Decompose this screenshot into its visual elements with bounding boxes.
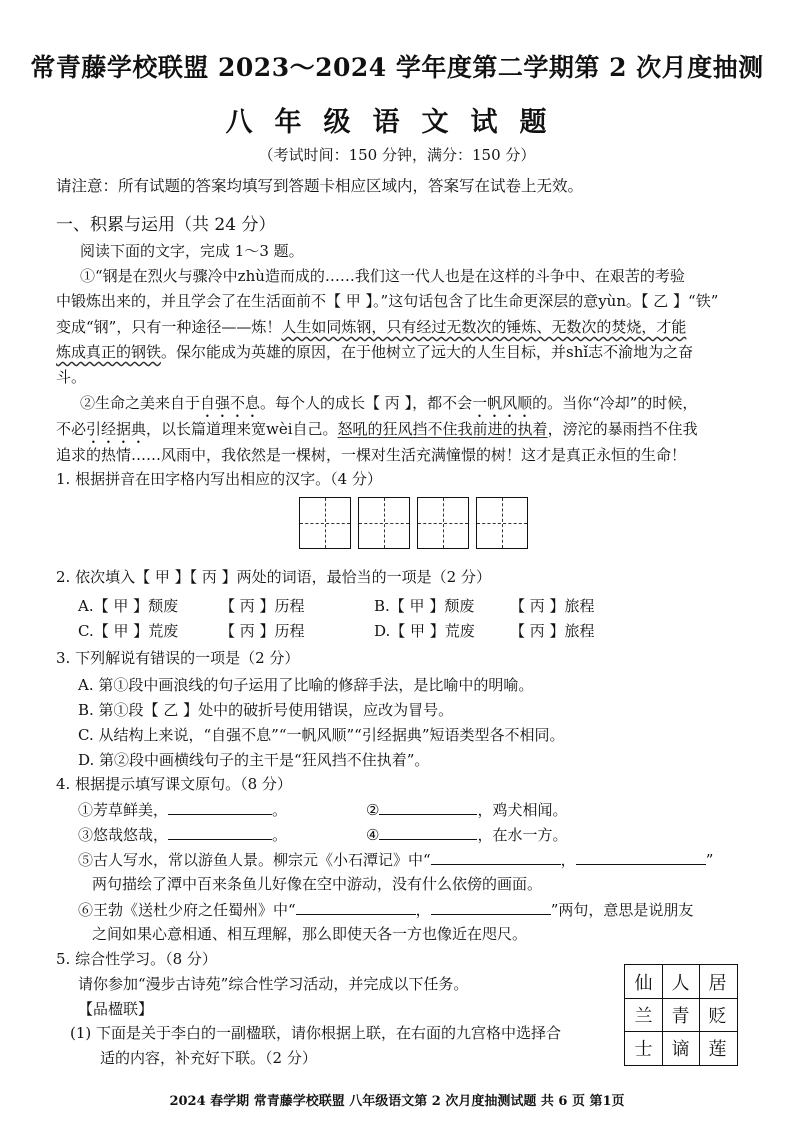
q3-option-b: B. 第①段【 乙 】处中的破折号使用错误，应改为冒号。 (78, 701, 454, 719)
dotted-phrase-3: 引经据典 (86, 420, 147, 438)
para2-text: 不必 (56, 420, 87, 438)
notice: 请注意：所有试题的答案均填写到答题卡相应区域内，答案写在试卷上无效。 (56, 177, 584, 195)
q3-option-c: C. 从结构上来说，“自强不息”“一帆风顺”“引经据典”短语类型各不相同。 (78, 726, 565, 744)
q4-item-2-end: ，鸡犬相闻。 (477, 801, 568, 819)
q3-option-d: D. 第②段中画横线句子的主干是“狂风挡不住执着”。 (78, 751, 430, 769)
para2-text: 的。当你“冷却”的时候， (532, 394, 698, 412)
para2-line3: 追求的热情……风雨中，我依然是一棵树，一棵对生活充满憧憬的树！这才是真正永恒的生命！ (56, 446, 687, 464)
grid-cell[interactable]: 仙 (634, 972, 653, 994)
q2-option-b: B.【 甲 】颓废 (374, 597, 475, 615)
question-2: 2. 依次填入【 甲 】【 丙 】两处的词语，最恰当的一项是（2 分） (56, 568, 491, 586)
q4-item-3-end: 。 (272, 826, 288, 844)
para2-text: 。每个人的成长【 丙 】，都不会 (260, 394, 473, 412)
tianzige-box-2[interactable] (358, 497, 410, 549)
exam-title: 常青藤学校联盟 2023～2024 学年度第二学期第 2 次月度抽测 (30, 53, 764, 82)
q4-item-6 (78, 898, 693, 920)
wavy-underlined-sentence: 人生如同炼钢，只有经过无数次的锤炼、无数次的焚烧，才能 (281, 318, 687, 336)
q4-item-1 (78, 798, 287, 820)
q2-option-a: A.【 甲 】颓废 (78, 597, 179, 615)
q4-item-4-end: ，在水一方。 (477, 826, 568, 844)
para1-line1: ①“钢是在烈火与骤冷中zhù造而成的……我们这一代人也是在这样的斗争中、在艰苦的考验 (80, 267, 685, 285)
q2-option-b-2: 【 丙 】旅程 (510, 597, 595, 615)
q4-item-5-text: ⑤古人写水，常以游鱼人景。柳宗元《小石潭记》中“ (78, 851, 431, 869)
grid-cell[interactable]: 谪 (671, 1038, 690, 1060)
para1-line2: 中锻炼出来的，并且学会了在生活面前不【 甲 】。”这句话包含了比生命更深层的意yùn。【 乙 】“铁” (56, 292, 719, 310)
answer-blank[interactable] (379, 798, 477, 815)
wavy-underlined-sentence-end: 炼成真正的钢铁 (56, 343, 162, 361)
question-3: 3. 下列解说有错误的一项是（2 分） (56, 649, 300, 667)
q4-item-6-text: ⑥王勃《送杜少府之任蜀州》中“ (78, 901, 296, 919)
tianzige-box-1[interactable] (299, 497, 351, 549)
tianzige-box-4[interactable] (476, 497, 528, 549)
q2-option-a-2: 【 丙 】历程 (220, 597, 305, 615)
q4-item-6-explanation: 之间如果心意相通、相互理解，那么即使天各一方也像近在咫尺。 (92, 925, 528, 943)
q4-item-6-comma: ， (415, 901, 431, 919)
q4-item-5 (78, 848, 713, 870)
q4-item-2-text: ② (366, 801, 380, 819)
exam-subtitle: 八年级语文试题 (225, 107, 569, 138)
q4-item-4-text: ④ (366, 826, 380, 844)
q4-item-6-end: ”两句，意思是说朋友 (550, 901, 694, 919)
answer-blank[interactable] (576, 848, 706, 865)
q5-sub1: (1) 下面是关于李白的一副楹联，请你根据上联，在右面的九宫格中选择合 (70, 1024, 562, 1042)
q4-item-3-text: ③悠哉悠哉， (78, 826, 169, 844)
grid-cell[interactable]: 人 (671, 972, 690, 994)
q4-item-5-end: ” (705, 851, 714, 869)
section-heading: 一、积累与运用（共 24 分） (56, 215, 276, 235)
q4-item-5-explanation: 两句描绘了潭中百来条鱼儿好像在空中游动，没有什么依傍的画面。 (92, 875, 543, 893)
para2-text: ，以长篇道理来宽wèi自己。 (146, 420, 338, 438)
underlined-sentence: 怒吼的狂风挡不住我前进的执着 (337, 420, 548, 438)
q2-option-c: C.【 甲 】荒废 (78, 622, 179, 640)
answer-blank[interactable] (168, 798, 272, 815)
q4-item-3 (78, 823, 287, 845)
grid-cell[interactable]: 士 (634, 1038, 653, 1060)
grid-cell[interactable]: 青 (671, 1005, 690, 1027)
para1-line3-text: 变成“钢”，只有一种途径——炼！ (56, 318, 282, 336)
dotted-phrase-1: 自强不息 (200, 394, 261, 412)
para2-line1 (80, 392, 697, 421)
para1-line5: 斗。 (56, 368, 87, 386)
dotted-phrase-2: 一帆风顺 (472, 394, 533, 412)
nine-grid (624, 964, 738, 1066)
answer-blank[interactable] (379, 823, 477, 840)
answer-blank[interactable] (431, 848, 561, 865)
answer-blank[interactable] (168, 823, 272, 840)
tianzige-box-3[interactable] (417, 497, 469, 549)
answer-blank[interactable] (296, 898, 416, 915)
question-1: 1. 根据拼音在田字格内写出相应的汉字。（4 分） (56, 470, 382, 488)
q5-intro: 请你参加“漫步古诗苑”综合性学习活动，并完成以下任务。 (78, 975, 469, 993)
para1-line4 (56, 341, 693, 362)
grid-cell[interactable]: 居 (708, 972, 727, 994)
q2-option-d: D.【 甲 】荒废 (374, 622, 475, 640)
grid-cell[interactable]: 贬 (708, 1005, 727, 1027)
answer-blank[interactable] (431, 898, 551, 915)
q4-item-1-end: 。 (272, 801, 288, 819)
tianzige-grid (299, 497, 531, 549)
question-5: 5. 综合性学习。（8 分） (56, 950, 217, 968)
q2-option-d-2: 【 丙 】旅程 (510, 622, 595, 640)
q5-label: 【品楹联】 (78, 1000, 154, 1018)
para1-line3 (56, 316, 686, 337)
exam-info: （考试时间：150 分钟，满分：150 分） (258, 146, 536, 164)
para2-text: ②生命之美来自于 (80, 394, 201, 412)
grid-cell[interactable]: 莲 (708, 1038, 727, 1060)
question-4: 4. 根据提示填写课文原句。（8 分） (56, 775, 292, 793)
q2-option-c-2: 【 丙 】历程 (220, 622, 305, 640)
para2-text: ，滂沱的暴雨挡不住我 (547, 420, 698, 438)
reading-intro: 阅读下面的文字，完成 1～3 题。 (80, 242, 304, 260)
q3-option-a: A. 第①段中画浪线的句子运用了比喻的修辞手法，是比喻中的明喻。 (78, 676, 534, 694)
q4-item-5-comma: ， (560, 851, 576, 869)
para1-line4-text: 。保尔能成为英雄的原因，在于他树立了远大的人生目标，并shǐ志不渝地为之奋 (161, 343, 694, 361)
grid-cell[interactable]: 兰 (634, 1005, 653, 1027)
q5-sub1-cont: 适的内容，补充好下联。（2 分） (100, 1049, 317, 1067)
q4-item-1-text: ①芳草鲜美， (78, 801, 169, 819)
page-footer: 2024 春学期 常青藤学校联盟 八年级语文第 2 次月度抽测试题 共 6 页 第1页 (169, 1094, 625, 1109)
q4-item-2 (366, 798, 567, 820)
q4-item-4 (366, 823, 567, 845)
para2-line2 (56, 418, 698, 447)
